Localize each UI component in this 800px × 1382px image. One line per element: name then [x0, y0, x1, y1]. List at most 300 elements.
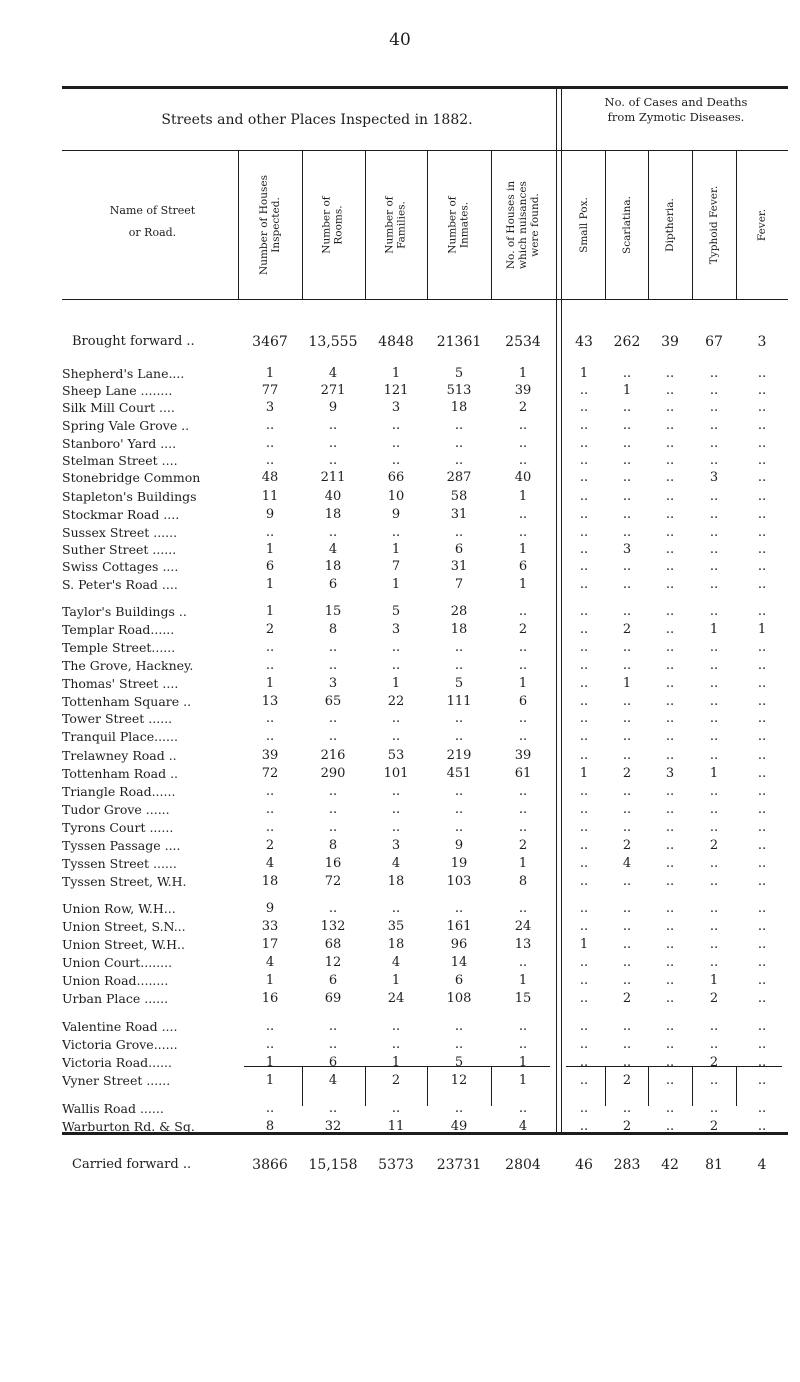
cell-diptheria: ..: [665, 874, 675, 889]
street-name: Victoria Road......: [62, 1055, 172, 1070]
street-name: Union Street, S.N...: [62, 919, 186, 934]
street-name: Union Street, W.H..: [62, 937, 185, 952]
cell-rooms: 6: [328, 1055, 338, 1070]
cell-families: 66: [387, 470, 405, 485]
cell-families: 53: [387, 748, 405, 763]
cell-small-pox: ..: [579, 658, 589, 673]
cell-fever: ..: [757, 874, 767, 889]
right-group-heading-line1: No. of Cases and Deaths: [604, 95, 748, 109]
table-row: [0, 748, 800, 764]
street-name: Sheep Lane ........: [62, 383, 173, 398]
street-name: Stanboro' Yard ....: [62, 436, 177, 451]
street-name: Valentine Road ....: [62, 1019, 178, 1034]
cell-diptheria: ..: [665, 658, 675, 673]
table-row: [0, 436, 800, 452]
cell-houses-inspected: 9: [265, 901, 275, 916]
cell-families: 24: [387, 991, 405, 1006]
cell-scarlatina: 2: [622, 991, 632, 1006]
cell-diptheria: ..: [665, 1073, 675, 1088]
cell-small-pox: ..: [579, 901, 589, 916]
cell-inmates: 9: [454, 838, 464, 853]
table-row: [0, 901, 800, 917]
cell-houses-inspected: 2: [265, 838, 275, 853]
cell-houses-inspected: 1: [265, 577, 275, 592]
table-row: [0, 1037, 800, 1053]
cell-houses-inspected: ..: [265, 820, 275, 835]
cell-rooms: 290: [320, 766, 346, 781]
cell-houses-with-nuisances: 1: [518, 366, 528, 381]
street-name: Tyssen Street ......: [62, 856, 177, 871]
cell-houses-inspected: ..: [265, 418, 275, 433]
cell-diptheria: ..: [665, 640, 675, 655]
cell-small-pox: ..: [579, 820, 589, 835]
cell-rooms: 12: [324, 955, 342, 970]
name-heading-line2: or Road.: [128, 226, 177, 239]
table-row: [0, 525, 800, 541]
cell-inmates: ..: [454, 711, 464, 726]
cell-scarlatina: ..: [622, 748, 632, 763]
cell-typhoid-fever: 1: [709, 973, 719, 988]
column-heading-fever: [740, 150, 784, 300]
column-heading-families: [366, 150, 426, 300]
cell-small-pox: ..: [579, 559, 589, 574]
cell-typhoid-fever: 2: [709, 838, 719, 853]
cell-small-pox: ..: [579, 1055, 589, 1070]
cell-houses-with-nuisances: 2: [518, 622, 528, 637]
cell-scarlatina: 1: [622, 383, 632, 398]
cell-rooms: 8: [328, 838, 338, 853]
column-separator: [736, 150, 737, 300]
cell-families: 35: [387, 919, 405, 934]
cell-typhoid-fever: ..: [709, 604, 719, 619]
column-heading-line1: Diptheria.: [664, 198, 677, 252]
cell-houses-with-nuisances: 15: [514, 991, 532, 1006]
cell-houses-with-nuisances: 61: [514, 766, 532, 781]
cell-typhoid-fever: ..: [709, 577, 719, 592]
cell-typhoid-fever: ..: [709, 676, 719, 691]
cell-houses-inspected: ..: [265, 1101, 275, 1116]
cell-houses-with-nuisances: ..: [518, 604, 528, 619]
cell-diptheria: 39: [661, 334, 679, 350]
cell-fever: ..: [757, 711, 767, 726]
column-heading-line1: Number of: [383, 196, 396, 254]
cell-inmates: 23731: [436, 1157, 482, 1173]
cell-typhoid-fever: ..: [709, 711, 719, 726]
cell-scarlatina: ..: [622, 489, 632, 504]
cell-fever: ..: [757, 973, 767, 988]
cell-small-pox: ..: [579, 1073, 589, 1088]
cell-scarlatina: ..: [622, 559, 632, 574]
cell-fever: ..: [757, 676, 767, 691]
cell-inmates: 18: [450, 622, 468, 637]
right-group-heading: [565, 95, 787, 125]
cell-houses-inspected: 17: [261, 937, 279, 952]
street-name: Union Row, W.H...: [62, 901, 176, 916]
column-heading-small-pox: [563, 150, 605, 300]
cell-rooms: 6: [328, 577, 338, 592]
cell-typhoid-fever: ..: [709, 856, 719, 871]
cell-families: 5: [391, 604, 401, 619]
cell-inmates: 108: [446, 991, 472, 1006]
cell-fever: ..: [757, 400, 767, 415]
cell-small-pox: ..: [579, 1101, 589, 1116]
cell-fever: ..: [757, 820, 767, 835]
cell-diptheria: ..: [665, 802, 675, 817]
cell-houses-inspected: 77: [261, 383, 279, 398]
cell-families: 1: [391, 1055, 401, 1070]
cell-scarlatina: ..: [622, 604, 632, 619]
cell-families: 3: [391, 838, 401, 853]
cell-families: 1: [391, 676, 401, 691]
cell-rooms: 32: [324, 1119, 342, 1134]
cell-small-pox: ..: [579, 676, 589, 691]
left-group-heading: Streets and other Places Inspected in 1882.: [161, 112, 473, 128]
cell-inmates: 219: [446, 748, 472, 763]
cell-inmates: 58: [450, 489, 468, 504]
cell-inmates: 5: [454, 676, 464, 691]
cell-families: 3: [391, 400, 401, 415]
cell-families: 11: [387, 1119, 405, 1134]
cell-small-pox: ..: [579, 470, 589, 485]
cell-houses-inspected: ..: [265, 640, 275, 655]
cell-rooms: ..: [328, 820, 338, 835]
street-name: Tottenham Square ..: [62, 694, 192, 709]
cell-typhoid-fever: 67: [705, 334, 723, 350]
cell-rooms: 68: [324, 937, 342, 952]
column-heading-text: [578, 197, 590, 253]
column-heading-line2: Families.: [395, 201, 408, 249]
cell-houses-with-nuisances: 1: [518, 1073, 528, 1088]
cell-houses-inspected: ..: [265, 1019, 275, 1034]
cell-fever: ..: [757, 838, 767, 853]
cell-typhoid-fever: ..: [709, 937, 719, 952]
street-name: Tower Street ......: [62, 711, 173, 726]
cell-diptheria: ..: [665, 729, 675, 744]
cell-fever: 4: [757, 1157, 767, 1173]
table-row: [0, 622, 800, 638]
cell-rooms: ..: [328, 658, 338, 673]
column-heading-line3: were found.: [529, 193, 541, 257]
column-heading-line1: Number of: [446, 196, 459, 254]
cell-houses-with-nuisances: 40: [514, 470, 532, 485]
cell-rooms: 8: [328, 622, 338, 637]
cell-scarlatina: ..: [622, 525, 632, 540]
cell-families: 3: [391, 622, 401, 637]
cell-typhoid-fever: 81: [705, 1157, 723, 1173]
table-row: [0, 694, 800, 710]
cell-inmates: 18: [450, 400, 468, 415]
street-name: Tyssen Passage ....: [62, 838, 181, 853]
street-name: Stelman Street ....: [62, 453, 178, 468]
table-row: [0, 577, 800, 593]
column-heading-scarlatina: [606, 150, 648, 300]
cell-houses-with-nuisances: ..: [518, 1101, 528, 1116]
cell-rooms: 4: [328, 366, 338, 381]
cell-houses-with-nuisances: ..: [518, 901, 528, 916]
cell-houses-with-nuisances: 1: [518, 1055, 528, 1070]
table-row: [0, 1055, 800, 1071]
cell-inmates: ..: [454, 729, 464, 744]
cell-rooms: 18: [324, 559, 342, 574]
cell-diptheria: ..: [665, 436, 675, 451]
cell-inmates: ..: [454, 640, 464, 655]
street-name: Warburton Rd. & Sq.: [62, 1119, 195, 1134]
cell-scarlatina: ..: [622, 711, 632, 726]
cell-houses-with-nuisances: 39: [514, 383, 532, 398]
cell-diptheria: ..: [665, 1037, 675, 1052]
cell-houses-inspected: 3: [265, 400, 275, 415]
table-row: [0, 676, 800, 692]
cell-houses-inspected: 13: [261, 694, 279, 709]
cell-small-pox: ..: [579, 400, 589, 415]
cell-houses-with-nuisances: 6: [518, 694, 528, 709]
cell-houses-inspected: 6: [265, 559, 275, 574]
cell-scarlatina: ..: [622, 1019, 632, 1034]
cell-inmates: 513: [446, 383, 472, 398]
cell-rooms: 132: [320, 919, 346, 934]
cell-small-pox: 1: [579, 766, 589, 781]
cell-houses-inspected: 16: [261, 991, 279, 1006]
cell-diptheria: ..: [665, 1101, 675, 1116]
cell-rooms: ..: [328, 1101, 338, 1116]
street-name: Thomas' Street ....: [62, 676, 179, 691]
cell-families: ..: [391, 784, 401, 799]
cell-families: 1: [391, 542, 401, 557]
column-heading-line1: Number of Houses: [258, 175, 271, 275]
top-rule: [62, 86, 788, 89]
cell-fever: ..: [757, 436, 767, 451]
table-row: [0, 820, 800, 836]
cell-rooms: 69: [324, 991, 342, 1006]
cell-houses-with-nuisances: 24: [514, 919, 532, 934]
cell-inmates: 161: [446, 919, 472, 934]
street-name: Swiss Cottages ....: [62, 559, 179, 574]
street-name: Tottenham Road ..: [62, 766, 179, 781]
cell-houses-with-nuisances: 2: [518, 400, 528, 415]
cell-diptheria: ..: [665, 1055, 675, 1070]
cell-small-pox: ..: [579, 784, 589, 799]
cell-diptheria: 42: [661, 1157, 679, 1173]
column-heading-inmates: [428, 150, 490, 300]
column-heading-line2: Rooms.: [332, 205, 345, 245]
table-row: [0, 937, 800, 953]
cell-small-pox: ..: [579, 955, 589, 970]
cell-houses-with-nuisances: 1: [518, 676, 528, 691]
cell-rooms: 271: [320, 383, 346, 398]
cell-diptheria: ..: [665, 676, 675, 691]
street-name: Templar Road......: [62, 622, 175, 637]
cell-scarlatina: ..: [622, 973, 632, 988]
cell-diptheria: ..: [665, 366, 675, 381]
cell-houses-with-nuisances: ..: [518, 507, 528, 522]
cell-typhoid-fever: ..: [709, 694, 719, 709]
cell-rooms: ..: [328, 1037, 338, 1052]
cell-typhoid-fever: 2: [709, 991, 719, 1006]
cell-scarlatina: ..: [622, 507, 632, 522]
cell-houses-inspected: ..: [265, 729, 275, 744]
column-heading-line2: Inspected.: [270, 197, 283, 253]
cell-scarlatina: ..: [622, 470, 632, 485]
cell-small-pox: ..: [579, 694, 589, 709]
table-row: [0, 973, 800, 989]
cell-fever: ..: [757, 901, 767, 916]
cell-typhoid-fever: ..: [709, 418, 719, 433]
cell-typhoid-fever: ..: [709, 559, 719, 574]
street-name: S. Peter's Road ....: [62, 577, 178, 592]
cell-typhoid-fever: ..: [709, 640, 719, 655]
cell-typhoid-fever: ..: [709, 748, 719, 763]
column-heading-line1: Number of: [320, 196, 333, 254]
cell-scarlatina: ..: [622, 418, 632, 433]
table-row: [0, 766, 800, 782]
cell-typhoid-fever: ..: [709, 542, 719, 557]
cell-houses-inspected: ..: [265, 525, 275, 540]
cell-diptheria: ..: [665, 711, 675, 726]
cell-diptheria: ..: [665, 856, 675, 871]
cell-typhoid-fever: 3: [709, 470, 719, 485]
right-group-heading-line2: from Zymotic Diseases.: [607, 110, 745, 124]
cell-fever: ..: [757, 507, 767, 522]
cell-families: ..: [391, 1037, 401, 1052]
cell-small-pox: ..: [579, 838, 589, 853]
cell-houses-with-nuisances: 1: [518, 542, 528, 557]
cell-small-pox: ..: [579, 1037, 589, 1052]
cell-typhoid-fever: ..: [709, 1101, 719, 1116]
cell-small-pox: ..: [579, 383, 589, 398]
cell-typhoid-fever: ..: [709, 1019, 719, 1034]
table-row: [0, 507, 800, 523]
column-heading-text: [664, 198, 676, 252]
cell-families: 9: [391, 507, 401, 522]
cell-houses-inspected: ..: [265, 802, 275, 817]
cell-families: 101: [383, 766, 409, 781]
street-name: Carried forward ..: [72, 1157, 192, 1172]
table-row: [0, 1101, 800, 1117]
cell-inmates: ..: [454, 658, 464, 673]
cell-fever: ..: [757, 525, 767, 540]
cell-houses-inspected: ..: [265, 453, 275, 468]
cell-fever: ..: [757, 1119, 767, 1134]
cell-scarlatina: ..: [622, 1037, 632, 1052]
column-heading-line2: which nuisances: [517, 181, 529, 269]
cell-houses-with-nuisances: 4: [518, 1119, 528, 1134]
cell-houses-inspected: 2: [265, 622, 275, 637]
cell-fever: ..: [757, 1101, 767, 1116]
cell-houses-with-nuisances: ..: [518, 1037, 528, 1052]
cell-rooms: 18: [324, 507, 342, 522]
cell-families: ..: [391, 1019, 401, 1034]
total-row: [0, 334, 800, 350]
cell-fever: 3: [757, 334, 767, 350]
street-name: Tyrons Court ......: [62, 820, 174, 835]
table-row: [0, 383, 800, 399]
table-row: [0, 919, 800, 935]
cell-inmates: 31: [450, 507, 468, 522]
cell-fever: ..: [757, 658, 767, 673]
cell-fever: ..: [757, 453, 767, 468]
cell-small-pox: ..: [579, 507, 589, 522]
cell-houses-inspected: ..: [265, 1037, 275, 1052]
cell-typhoid-fever: ..: [709, 507, 719, 522]
table-row: [0, 604, 800, 620]
page-number: 40: [389, 30, 411, 50]
cell-houses-inspected: ..: [265, 711, 275, 726]
cell-houses-inspected: 1: [265, 366, 275, 381]
cell-rooms: ..: [328, 901, 338, 916]
cell-scarlatina: ..: [622, 658, 632, 673]
cell-rooms: ..: [328, 729, 338, 744]
cell-houses-with-nuisances: 1: [518, 489, 528, 504]
cell-houses-inspected: 1: [265, 604, 275, 619]
cell-scarlatina: 4: [622, 856, 632, 871]
cell-diptheria: ..: [665, 694, 675, 709]
cell-scarlatina: ..: [622, 1101, 632, 1116]
cell-houses-inspected: 9: [265, 507, 275, 522]
cell-inmates: 5: [454, 1055, 464, 1070]
table-row: [0, 1119, 800, 1135]
cell-diptheria: ..: [665, 1119, 675, 1134]
name-column-heading: [70, 200, 235, 244]
cell-houses-with-nuisances: ..: [518, 820, 528, 835]
street-name: Union Court........: [62, 955, 173, 970]
cell-inmates: ..: [454, 418, 464, 433]
cell-diptheria: ..: [665, 919, 675, 934]
cell-houses-inspected: 72: [261, 766, 279, 781]
cell-families: 1: [391, 577, 401, 592]
cell-scarlatina: ..: [622, 901, 632, 916]
table-row: [0, 542, 800, 558]
column-heading-text: [621, 196, 633, 254]
cell-houses-inspected: 1: [265, 1073, 275, 1088]
cell-inmates: 103: [446, 874, 472, 889]
cell-scarlatina: ..: [622, 640, 632, 655]
cell-rooms: 9: [328, 400, 338, 415]
cell-scarlatina: 3: [622, 542, 632, 557]
cell-families: 18: [387, 937, 405, 952]
cell-fever: 1: [757, 622, 767, 637]
table-row: [0, 559, 800, 575]
cell-fever: ..: [757, 1037, 767, 1052]
street-name: The Grove, Hackney.: [62, 658, 194, 673]
cell-houses-inspected: 1: [265, 676, 275, 691]
cell-small-pox: ..: [579, 622, 589, 637]
cell-diptheria: ..: [665, 507, 675, 522]
cell-small-pox: ..: [579, 542, 589, 557]
cell-houses-with-nuisances: ..: [518, 729, 528, 744]
cell-small-pox: ..: [579, 436, 589, 451]
cell-houses-with-nuisances: ..: [518, 418, 528, 433]
cell-families: ..: [391, 418, 401, 433]
cell-scarlatina: 2: [622, 1073, 632, 1088]
table-row: [0, 838, 800, 854]
cell-diptheria: ..: [665, 470, 675, 485]
table-row: [0, 366, 800, 382]
cell-diptheria: ..: [665, 622, 675, 637]
cell-small-pox: ..: [579, 748, 589, 763]
cell-typhoid-fever: ..: [709, 658, 719, 673]
cell-fever: ..: [757, 366, 767, 381]
street-name: Stockmar Road ....: [62, 507, 180, 522]
cell-fever: ..: [757, 748, 767, 763]
cell-rooms: 40: [324, 489, 342, 504]
cell-diptheria: ..: [665, 383, 675, 398]
cell-rooms: 65: [324, 694, 342, 709]
cell-houses-inspected: 4: [265, 955, 275, 970]
cell-diptheria: ..: [665, 525, 675, 540]
cell-inmates: 12: [450, 1073, 468, 1088]
cell-families: ..: [391, 1101, 401, 1116]
cell-inmates: ..: [454, 436, 464, 451]
